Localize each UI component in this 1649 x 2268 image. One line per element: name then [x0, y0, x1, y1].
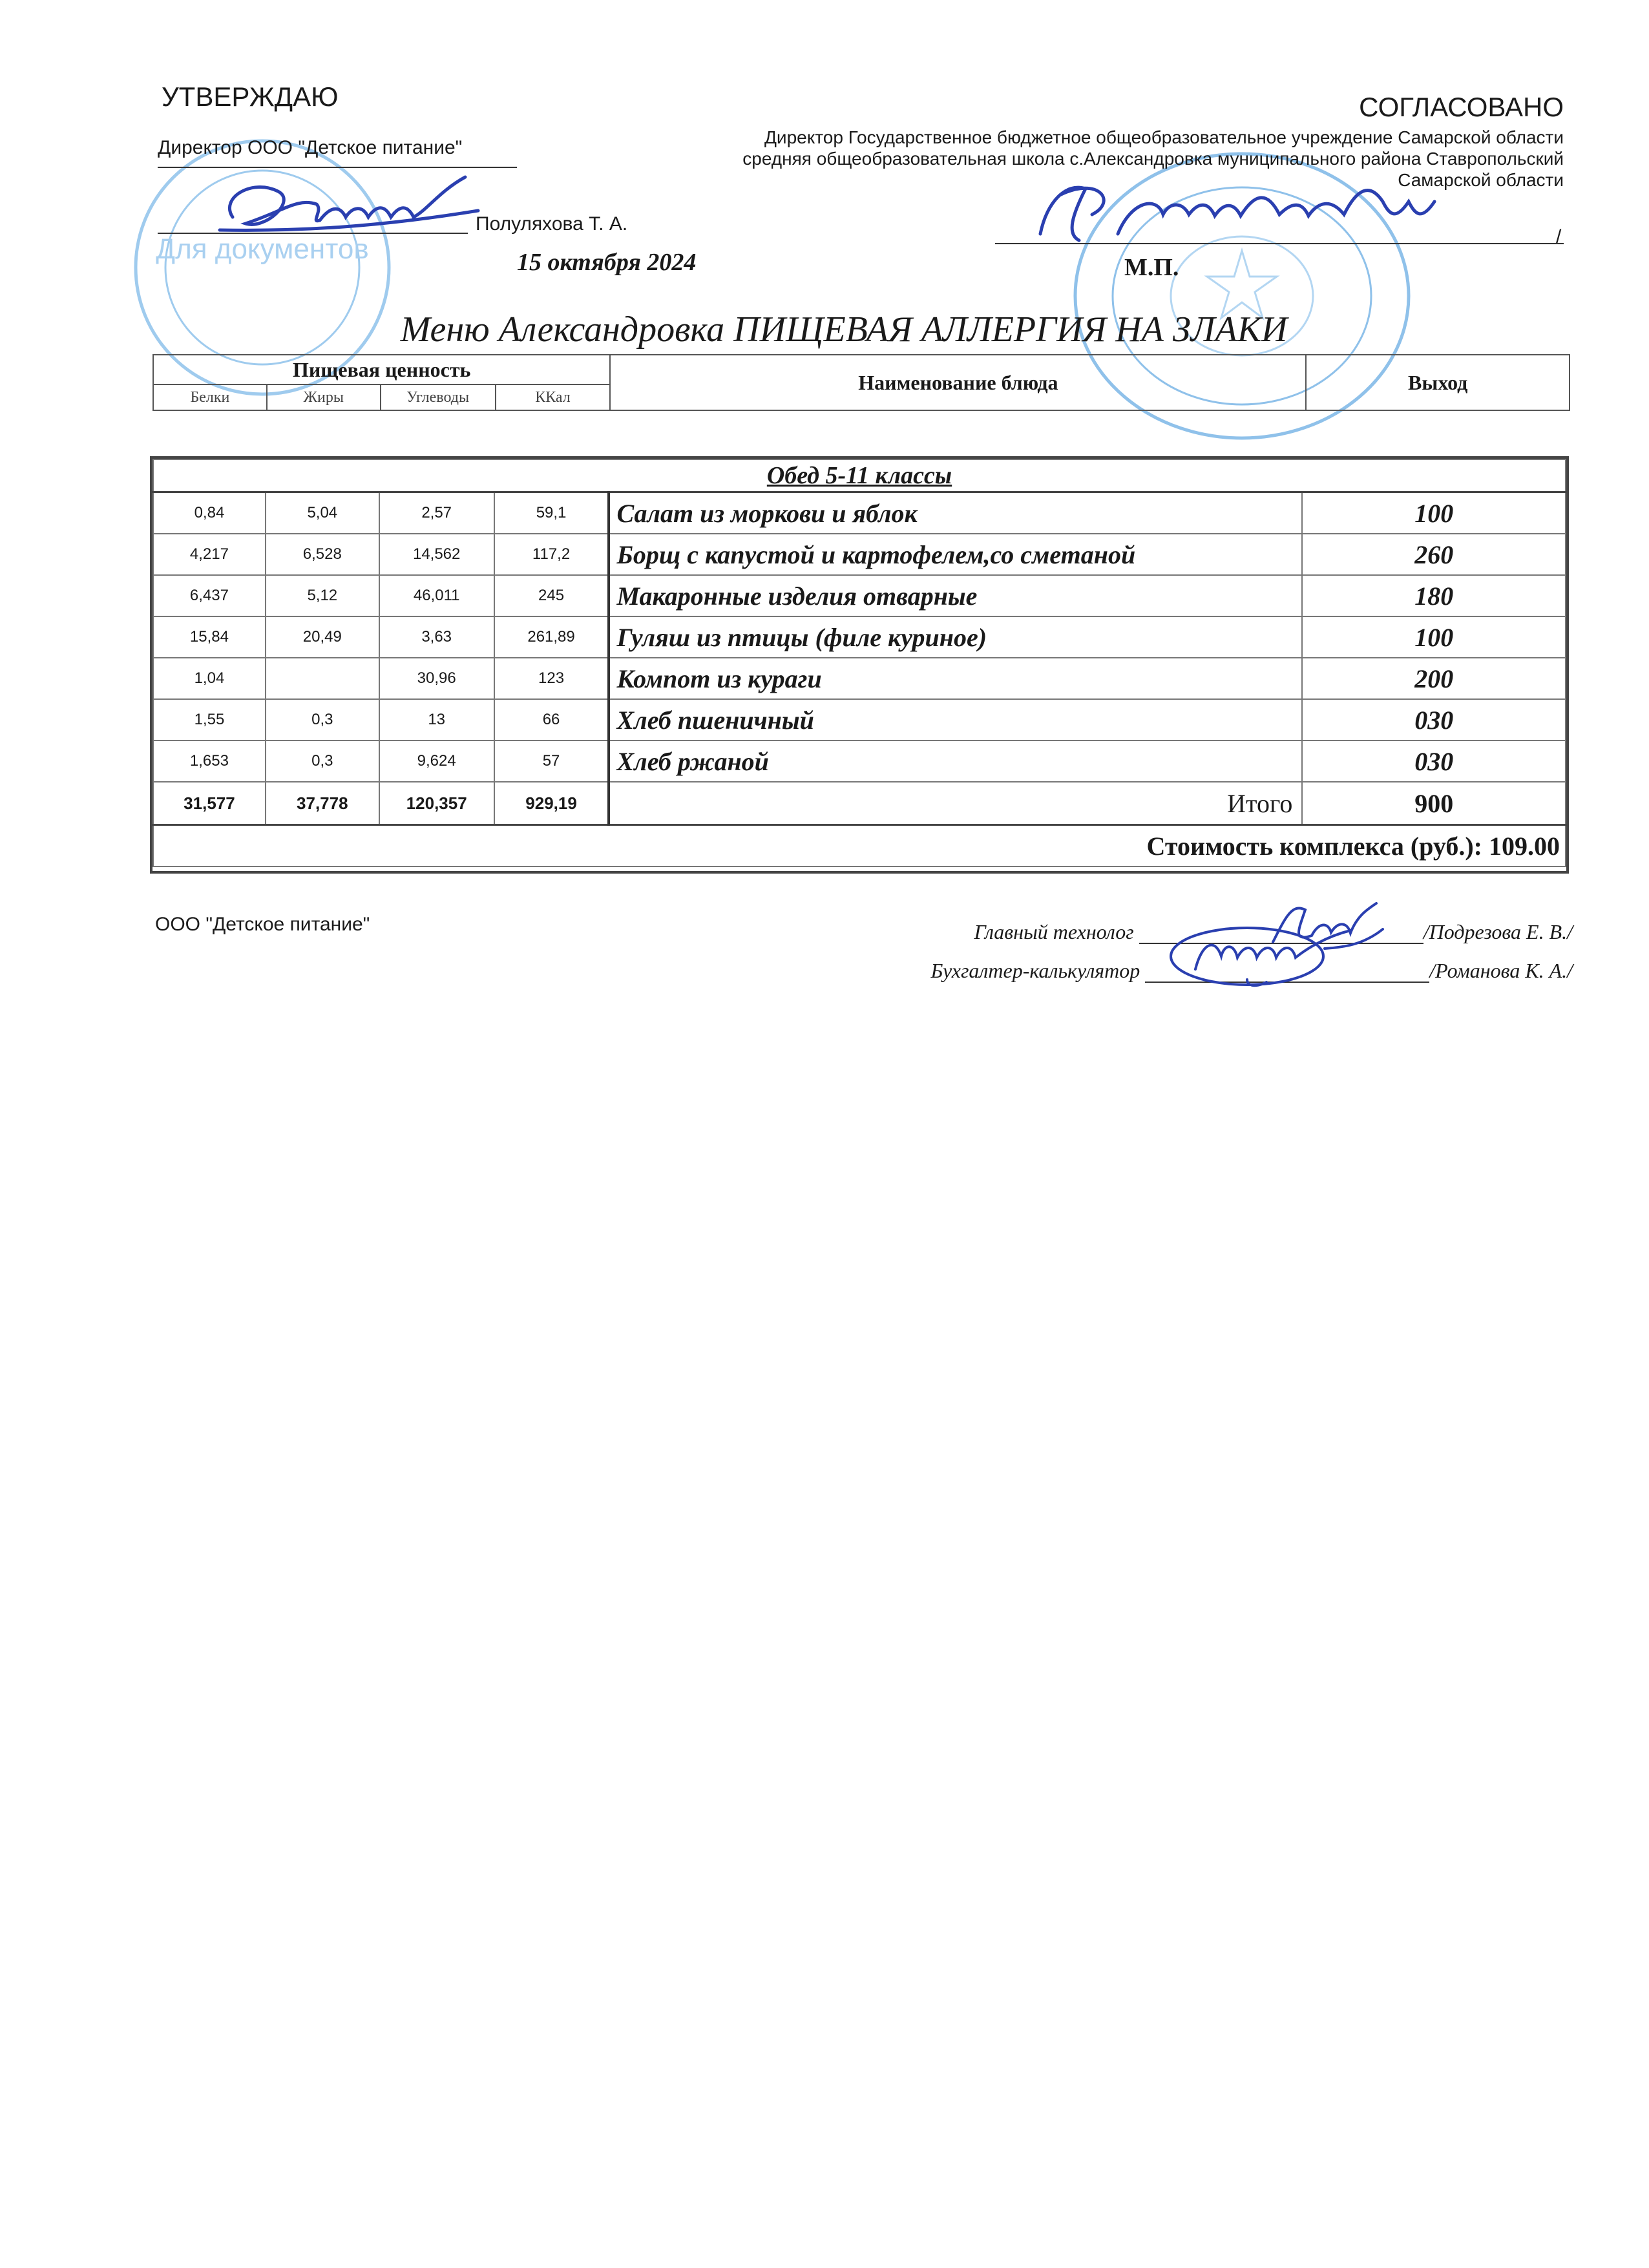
fat-cell: 5,12 [266, 575, 379, 616]
protein-cell: 6,437 [153, 575, 266, 616]
fat-cell: 6,528 [266, 534, 379, 575]
accountant-signature [1157, 918, 1376, 995]
accountant-name: /Романова К. А./ [1429, 959, 1573, 982]
chief-technologist-name: /Подрезова Е. В./ [1423, 920, 1573, 943]
dish-name-cell: Макаронные изделия отварные [609, 575, 1302, 616]
fat-cell [266, 658, 379, 699]
approve-title: УТВЕРЖДАЮ [162, 81, 339, 112]
carbs-header: Углеводы [381, 384, 496, 410]
total-fat: 37,778 [266, 782, 379, 825]
yield-cell: 100 [1302, 492, 1566, 534]
carbs-cell: 2,57 [379, 492, 494, 534]
nutrition-header: Пищевая ценность [153, 355, 610, 384]
fat-header: Жиры [267, 384, 381, 410]
protein-cell: 4,217 [153, 534, 266, 575]
protein-cell: 0,84 [153, 492, 266, 534]
dish-name-cell: Гуляш из птицы (филе куриное) [609, 616, 1302, 658]
total-protein: 31,577 [153, 782, 266, 825]
dish-name-cell: Хлеб пшеничный [609, 699, 1302, 740]
dish-name-header: Наименование блюда [610, 355, 1306, 410]
kcal-cell: 59,1 [494, 492, 609, 534]
complex-cost: Стоимость комплекса (руб.): 109.00 [153, 825, 1566, 867]
approve-name: Полуляхова Т. А. [476, 213, 628, 235]
fat-cell: 0,3 [266, 740, 379, 782]
fat-cell: 0,3 [266, 699, 379, 740]
carbs-cell: 13 [379, 699, 494, 740]
carbs-cell: 46,011 [379, 575, 494, 616]
table-row [153, 534, 1566, 575]
kcal-header: ККал [496, 384, 611, 410]
approve-position-underline [158, 167, 517, 168]
protein-cell: 1,04 [153, 658, 266, 699]
yield-cell: 030 [1302, 699, 1566, 740]
accountant-label: Бухгалтер-калькулятор [930, 959, 1140, 982]
kcal-cell: 117,2 [494, 534, 609, 575]
dish-name-cell: Компот из кураги [609, 658, 1302, 699]
fat-cell: 20,49 [266, 616, 379, 658]
menu-title: Меню Александровка ПИЩЕВАЯ АЛЛЕРГИЯ НА ЗЛАКИ [400, 310, 1288, 350]
yield-cell: 260 [1302, 534, 1566, 575]
section-title: Обед 5-11 классы [153, 459, 1566, 492]
carbs-cell: 3,63 [379, 616, 494, 658]
agree-title: СОГЛАСОВАНО [1359, 92, 1564, 122]
table-row [153, 616, 1566, 658]
yield-cell: 200 [1302, 658, 1566, 699]
total-carbs: 120,357 [379, 782, 494, 825]
stamp-text: Для документов [156, 233, 369, 265]
kcal-cell: 57 [494, 740, 609, 782]
table-row [153, 575, 1566, 616]
footer-company: ООО "Детское питание" [155, 914, 370, 935]
table-row [153, 699, 1566, 740]
fat-cell: 5,04 [266, 492, 379, 534]
kcal-cell: 123 [494, 658, 609, 699]
dish-name-cell: Хлеб ржаной [609, 740, 1302, 782]
total-kcal: 929,19 [494, 782, 609, 825]
kcal-cell: 66 [494, 699, 609, 740]
kcal-cell: 261,89 [494, 616, 609, 658]
total-label: Итого [609, 782, 1302, 825]
carbs-cell: 30,96 [379, 658, 494, 699]
seal-place-label: М.П. [1124, 254, 1179, 281]
yield-header: Выход [1306, 355, 1570, 410]
approve-date: 15 октября 2024 [517, 249, 697, 276]
yield-cell: 100 [1302, 616, 1566, 658]
table-row [153, 740, 1566, 782]
agree-signature [1008, 163, 1460, 253]
dish-name-cell: Салат из моркови и яблок [609, 492, 1302, 534]
approve-signature [207, 172, 491, 249]
total-yield: 900 [1302, 782, 1566, 825]
carbs-cell: 14,562 [379, 534, 494, 575]
menu-table [152, 459, 1566, 867]
menu-header-table [152, 354, 1570, 411]
dish-name-cell: Борщ с капустой и картофелем,со сметаной [609, 534, 1302, 575]
kcal-cell: 245 [494, 575, 609, 616]
protein-cell: 1,653 [153, 740, 266, 782]
protein-cell: 15,84 [153, 616, 266, 658]
yield-cell: 030 [1302, 740, 1566, 782]
table-row [153, 492, 1566, 534]
yield-cell: 180 [1302, 575, 1566, 616]
agree-slash: / [1556, 226, 1562, 247]
agree-position: Директор Государственное бюджетное общеобразовательное учреждение Самарской области средняя общеобразовательная школа с.Александровка муниципального района Ставропольский Самарской области [742, 127, 1564, 191]
protein-header: Белки [153, 384, 267, 410]
protein-cell: 1,55 [153, 699, 266, 740]
carbs-cell: 9,624 [379, 740, 494, 782]
table-row [153, 658, 1566, 699]
approve-position: Директор ООО "Детское питание" [158, 137, 463, 158]
total-row [153, 782, 1566, 825]
chief-technologist-label: Главный технолог [974, 920, 1134, 943]
